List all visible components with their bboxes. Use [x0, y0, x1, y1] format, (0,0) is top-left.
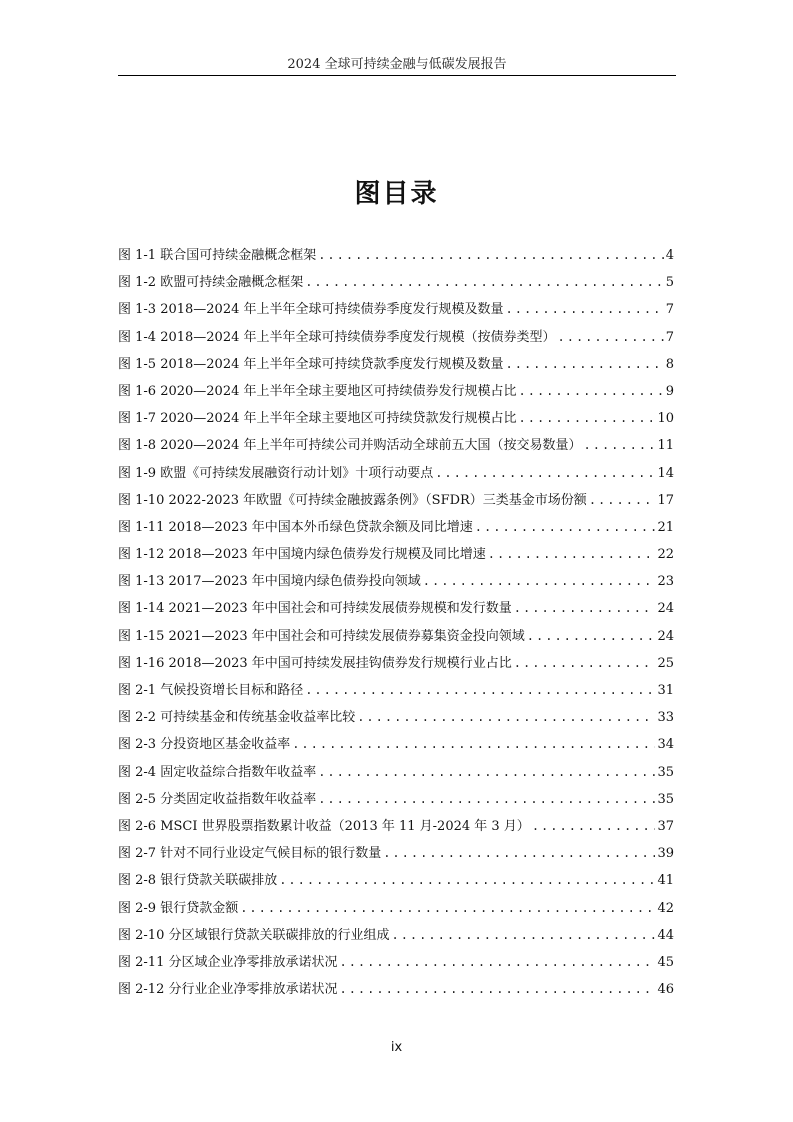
toc-entry-label: 图 1-4 2018—2024 年上半年全球可持续债券季度发行规模（按债券类型）	[118, 329, 556, 345]
toc-entry-label: 图 1-1 联合国可持续金融概念框架	[118, 248, 317, 263]
toc-entry-label: 图 1-16 2018—2023 年中国可持续发展挂钩债券发行规模行业占比	[118, 655, 512, 671]
toc-entry[interactable]	[118, 462, 674, 489]
toc-entry[interactable]	[118, 380, 674, 407]
toc-entry-label: 图 1-2 欧盟可持续金融概念框架	[118, 275, 304, 291]
toc-entry-page: 17	[657, 492, 674, 508]
dot-leader	[292, 733, 655, 755]
toc-entry[interactable]	[118, 815, 674, 842]
dot-leader	[519, 380, 664, 402]
toc-entry-label: 图 2-9 银行贷款金额	[118, 900, 239, 916]
toc-entry[interactable]	[118, 951, 674, 978]
toc-entry[interactable]	[118, 679, 674, 706]
toc-entry-page: 37	[657, 818, 674, 834]
toc-entry-label: 图 1-8 2020—2024 年上半年可持续公司并购活动全球前五大国（按交易数量）	[118, 438, 582, 454]
toc-entry-label: 图 2-11 分区域企业净零排放承诺状况	[118, 954, 338, 970]
toc-entry-label: 图 1-10 2022-2023 年欧盟《可持续金融披露条例》（SFDR）三类基金市场份额	[118, 492, 587, 508]
dot-leader	[506, 298, 664, 320]
dot-leader	[318, 761, 655, 783]
dot-leader	[423, 570, 656, 592]
toc-entry-label: 图 2-3 分投资地区基金收益率	[118, 737, 291, 753]
toc-entry[interactable]	[118, 897, 674, 924]
toc-entry-page: 14	[657, 465, 674, 481]
toc-entry-label: 图 2-4 固定收益综合指数年收益率	[118, 764, 317, 780]
toc-entry-page: 9	[665, 383, 674, 399]
toc-entry[interactable]	[118, 706, 674, 733]
toc-entry-label: 图 1-5 2018—2024 年上半年全球可持续贷款季度发行规模及数量	[118, 356, 504, 372]
toc-entry-page: 7	[665, 329, 674, 345]
toc-entry[interactable]	[118, 761, 674, 788]
toc-entry[interactable]	[118, 407, 674, 434]
header-rule	[118, 75, 676, 76]
toc-entry[interactable]	[118, 597, 674, 624]
toc-entry-page: 11	[657, 438, 674, 454]
toc-entry-label: 图 1-13 2017—2023 年中国境内绿色债券投向领域	[118, 574, 421, 590]
toc-entry-page: 25	[657, 655, 674, 671]
toc-entry-page: 22	[657, 547, 674, 563]
toc-entry[interactable]	[118, 543, 674, 570]
toc-entry[interactable]	[118, 978, 674, 1005]
toc-entry-page: 7	[665, 302, 674, 318]
toc-entry[interactable]	[118, 271, 674, 298]
dot-leader	[514, 597, 656, 619]
dot-leader	[475, 516, 656, 538]
dot-leader	[584, 434, 656, 456]
toc-entry-page: 34	[657, 737, 674, 753]
toc-entry-label: 图 2-5 分类固定收益指数年收益率	[118, 791, 317, 807]
page-number: ix	[390, 1040, 403, 1055]
dot-leader	[357, 706, 655, 728]
dot-leader	[305, 271, 664, 293]
dot-leader	[506, 353, 664, 375]
toc-entry[interactable]	[118, 298, 674, 325]
dot-leader	[532, 815, 656, 837]
toc-entry-page: 5	[665, 275, 674, 291]
dot-leader	[527, 625, 656, 647]
toc-entry-label: 图 1-15 2021—2023 年中国社会和可持续发展债券募集资金投向领域	[118, 628, 525, 644]
toc-entry[interactable]	[118, 570, 674, 597]
table-of-figures	[118, 244, 674, 1005]
toc-entry[interactable]	[118, 434, 674, 461]
dot-leader	[488, 543, 656, 565]
toc-entry-label: 图 2-1 气候投资增长目标和路径	[118, 683, 304, 698]
dot-leader	[519, 407, 656, 429]
toc-entry-page: 24	[657, 628, 674, 644]
toc-entry-page: 33	[657, 710, 674, 726]
toc-entry-label: 图 2-8 银行贷款关联碳排放	[118, 873, 278, 889]
dot-leader	[435, 462, 655, 484]
toc-entry[interactable]	[118, 326, 674, 353]
toc-entry[interactable]	[118, 733, 674, 760]
toc-entry-label: 图 1-7 2020—2024 年上半年全球主要地区可持续贷款发行规模占比	[118, 411, 517, 427]
toc-entry-page: 46	[657, 982, 674, 998]
toc-entry-label: 图 1-11 2018—2023 年中国本外币绿色贷款余额及同比增速	[118, 519, 473, 535]
toc-entry[interactable]	[118, 489, 674, 516]
toc-entry-page: 31	[657, 683, 674, 698]
toc-entry-label: 图 2-12 分行业企业净零排放承诺状况	[118, 982, 338, 998]
toc-entry[interactable]	[118, 625, 674, 652]
toc-entry-page: 45	[657, 954, 674, 970]
toc-entry[interactable]	[118, 788, 674, 815]
toc-entry[interactable]	[118, 652, 674, 679]
toc-entry-page: 35	[657, 764, 674, 780]
dot-leader	[279, 869, 655, 891]
toc-entry-label: 图 1-3 2018—2024 年上半年全球可持续债券季度发行规模及数量	[118, 302, 504, 318]
dot-leader	[318, 788, 655, 810]
dot-leader	[339, 951, 655, 973]
running-header: 2024 全球可持续金融与低碳发展报告	[287, 57, 507, 72]
dot-leader	[391, 924, 655, 946]
dot-leader	[383, 842, 655, 864]
toc-entry[interactable]	[118, 924, 674, 951]
toc-entry-page: 24	[657, 601, 674, 617]
toc-entry-label: 图 1-6 2020—2024 年上半年全球主要地区可持续债券发行规模占比	[118, 383, 517, 399]
dot-leader	[589, 489, 656, 511]
toc-entry[interactable]	[118, 842, 674, 869]
toc-entry-page: 4	[665, 248, 674, 263]
toc-entry[interactable]	[118, 516, 674, 543]
toc-entry-page: 8	[665, 356, 674, 372]
toc-entry-label: 图 2-10 分区域银行贷款关联碳排放的行业组成	[118, 927, 390, 943]
toc-entry-label: 图 2-6 MSCI 世界股票指数累计收益（2013 年 11 月-2024 年 3 月）	[118, 818, 530, 834]
toc-entry[interactable]	[118, 353, 674, 380]
toc-entry-label: 图 1-12 2018—2023 年中国境内绿色债券发行规模及同比增速	[118, 547, 486, 563]
toc-entry-page: 42	[657, 900, 674, 916]
dot-leader	[240, 897, 655, 919]
toc-entry-label: 图 1-9 欧盟《可持续发展融资行动计划》十项行动要点	[118, 465, 434, 481]
toc-entry-page: 41	[657, 873, 674, 889]
toc-entry-page: 39	[657, 846, 674, 862]
page-title: 图目录	[354, 179, 439, 209]
toc-entry-page: 35	[657, 791, 674, 807]
toc-entry-label: 图 2-7 针对不同行业设定气候目标的银行数量	[118, 846, 382, 862]
toc-entry[interactable]	[118, 869, 674, 896]
toc-entry-page: 44	[657, 927, 674, 943]
toc-entry-page: 10	[657, 411, 674, 427]
dot-leader	[558, 326, 664, 348]
dot-leader	[305, 679, 655, 701]
toc-entry-page: 23	[657, 574, 674, 590]
toc-entry-page: 21	[657, 519, 674, 535]
toc-entry-label: 图 2-2 可持续基金和传统基金收益率比较	[118, 710, 356, 726]
toc-entry[interactable]	[118, 244, 674, 271]
dot-leader	[339, 978, 655, 1000]
toc-entry-label: 图 1-14 2021—2023 年中国社会和可持续发展债券规模和发行数量	[118, 601, 512, 617]
dot-leader	[318, 244, 664, 266]
dot-leader	[514, 652, 656, 674]
